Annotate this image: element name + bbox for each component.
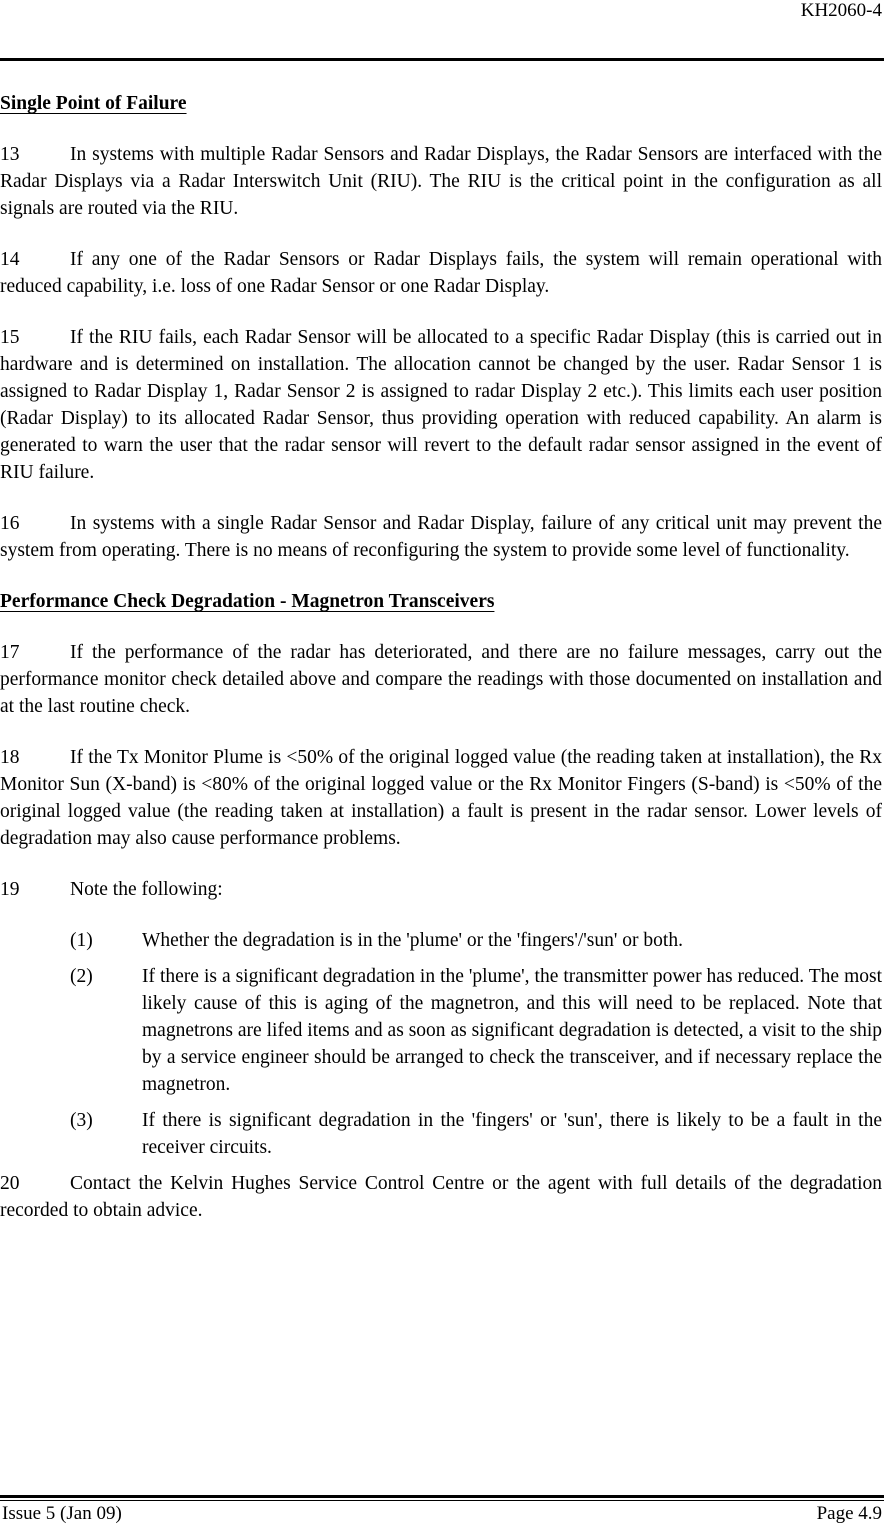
list-item-number: (2) bbox=[70, 966, 93, 987]
paragraph-18 bbox=[0, 744, 882, 852]
section-heading-performance-check: Performance Check Degradation - Magnetron Transceivers bbox=[0, 591, 495, 612]
paragraph-text: If the Tx Monitor Plume is <50% of the original logged value (the reading taken at installation), the Rx Monitor Sun (X-band) is <80% of the original logged value or the Rx Monitor Fingers (S-band) is <50% of the original logged value (the reading taken at installation) a fault is present in the radar sensor. Lower levels of degradation may also cause performance problems. bbox=[0, 747, 882, 849]
list-item bbox=[70, 927, 882, 954]
paragraph-text: If the RIU fails, each Radar Sensor will be allocated to a specific Radar Display (this is carried out in hardware and is determined on installation. The allocation cannot be changed by the user. Radar Sensor 1 is assigned to Radar Display 1, Radar Sensor 2 is assigned to radar Display 2 etc.). This limits each user position (Radar Display) to its allocated Radar Sensor, thus providing operation with reduced capability. An alarm is generated to warn the user that the radar sensor will revert to the default radar sensor assigned in the event of RIU failure. bbox=[0, 327, 882, 483]
paragraph-text: If the performance of the radar has deteriorated, and there are no failure messages, carry out the performance monitor check detailed above and compare the readings with those documented on installation and at the last routine check. bbox=[0, 642, 882, 717]
footer-page-number: Page 4.9 bbox=[816, 1503, 882, 1524]
paragraph-15 bbox=[0, 324, 882, 486]
list-item-text: If there is significant degradation in the 'fingers' or 'sun', there is likely to be a fault in the receiver circuits. bbox=[142, 1110, 882, 1158]
section-heading-single-point-of-failure: Single Point of Failure bbox=[0, 93, 187, 114]
footer-rule-thick bbox=[0, 1495, 884, 1498]
footer-issue: Issue 5 (Jan 09) bbox=[2, 1503, 122, 1524]
paragraph-20 bbox=[0, 1170, 882, 1224]
list-item-number: (3) bbox=[70, 1110, 93, 1131]
paragraph-text: In systems with a single Radar Sensor and Radar Display, failure of any critical unit may prevent the system from operating. There is no means of reconfiguring the system to provide some level of functionality. bbox=[0, 513, 882, 561]
paragraph-14 bbox=[0, 246, 882, 300]
document-id: KH2060-4 bbox=[800, 0, 882, 21]
paragraph-number: 13 bbox=[0, 144, 20, 165]
page-content bbox=[0, 90, 882, 1224]
paragraph-text: Note the following: bbox=[70, 879, 223, 900]
paragraph-number: 18 bbox=[0, 747, 20, 768]
list-item bbox=[70, 963, 882, 1098]
paragraph-number: 16 bbox=[0, 513, 20, 534]
paragraph-number: 19 bbox=[0, 879, 20, 900]
list-item bbox=[70, 1107, 882, 1161]
paragraph-17 bbox=[0, 639, 882, 720]
list-item-number: (1) bbox=[70, 930, 93, 951]
list-item-text: Whether the degradation is in the 'plume' or the 'fingers'/'sun' or both. bbox=[142, 930, 683, 951]
paragraph-text: Contact the Kelvin Hughes Service Control Centre or the agent with full details of the degradation recorded to obtain advice. bbox=[0, 1173, 882, 1221]
paragraph-number: 15 bbox=[0, 327, 20, 348]
list-item-text: If there is a significant degradation in the 'plume', the transmitter power has reduced. The most likely cause of this is aging of the magnetron, and this will need to be replaced. Note that magnetrons are lifed items and as soon as significant degradation is detected, a visit to the ship by a service engineer should be arranged to check the transceiver, and if necessary replace the magnetron. bbox=[142, 966, 882, 1095]
paragraph-13 bbox=[0, 141, 882, 222]
paragraph-number: 17 bbox=[0, 642, 20, 663]
paragraph-text: If any one of the Radar Sensors or Radar Displays fails, the system will remain operational with reduced capability, i.e. loss of one Radar Sensor or one Radar Display. bbox=[0, 249, 882, 297]
paragraph-number: 20 bbox=[0, 1173, 20, 1194]
header-rule bbox=[0, 58, 884, 61]
paragraph-number: 14 bbox=[0, 249, 20, 270]
paragraph-19 bbox=[0, 876, 882, 903]
paragraph-16 bbox=[0, 510, 882, 564]
paragraph-text: In systems with multiple Radar Sensors and Radar Displays, the Radar Sensors are interfaced with the Radar Displays via a Radar Interswitch Unit (RIU). The RIU is the critical point in the configuration as all signals are routed via the RIU. bbox=[0, 144, 882, 219]
footer-rule-thin bbox=[0, 1500, 884, 1501]
